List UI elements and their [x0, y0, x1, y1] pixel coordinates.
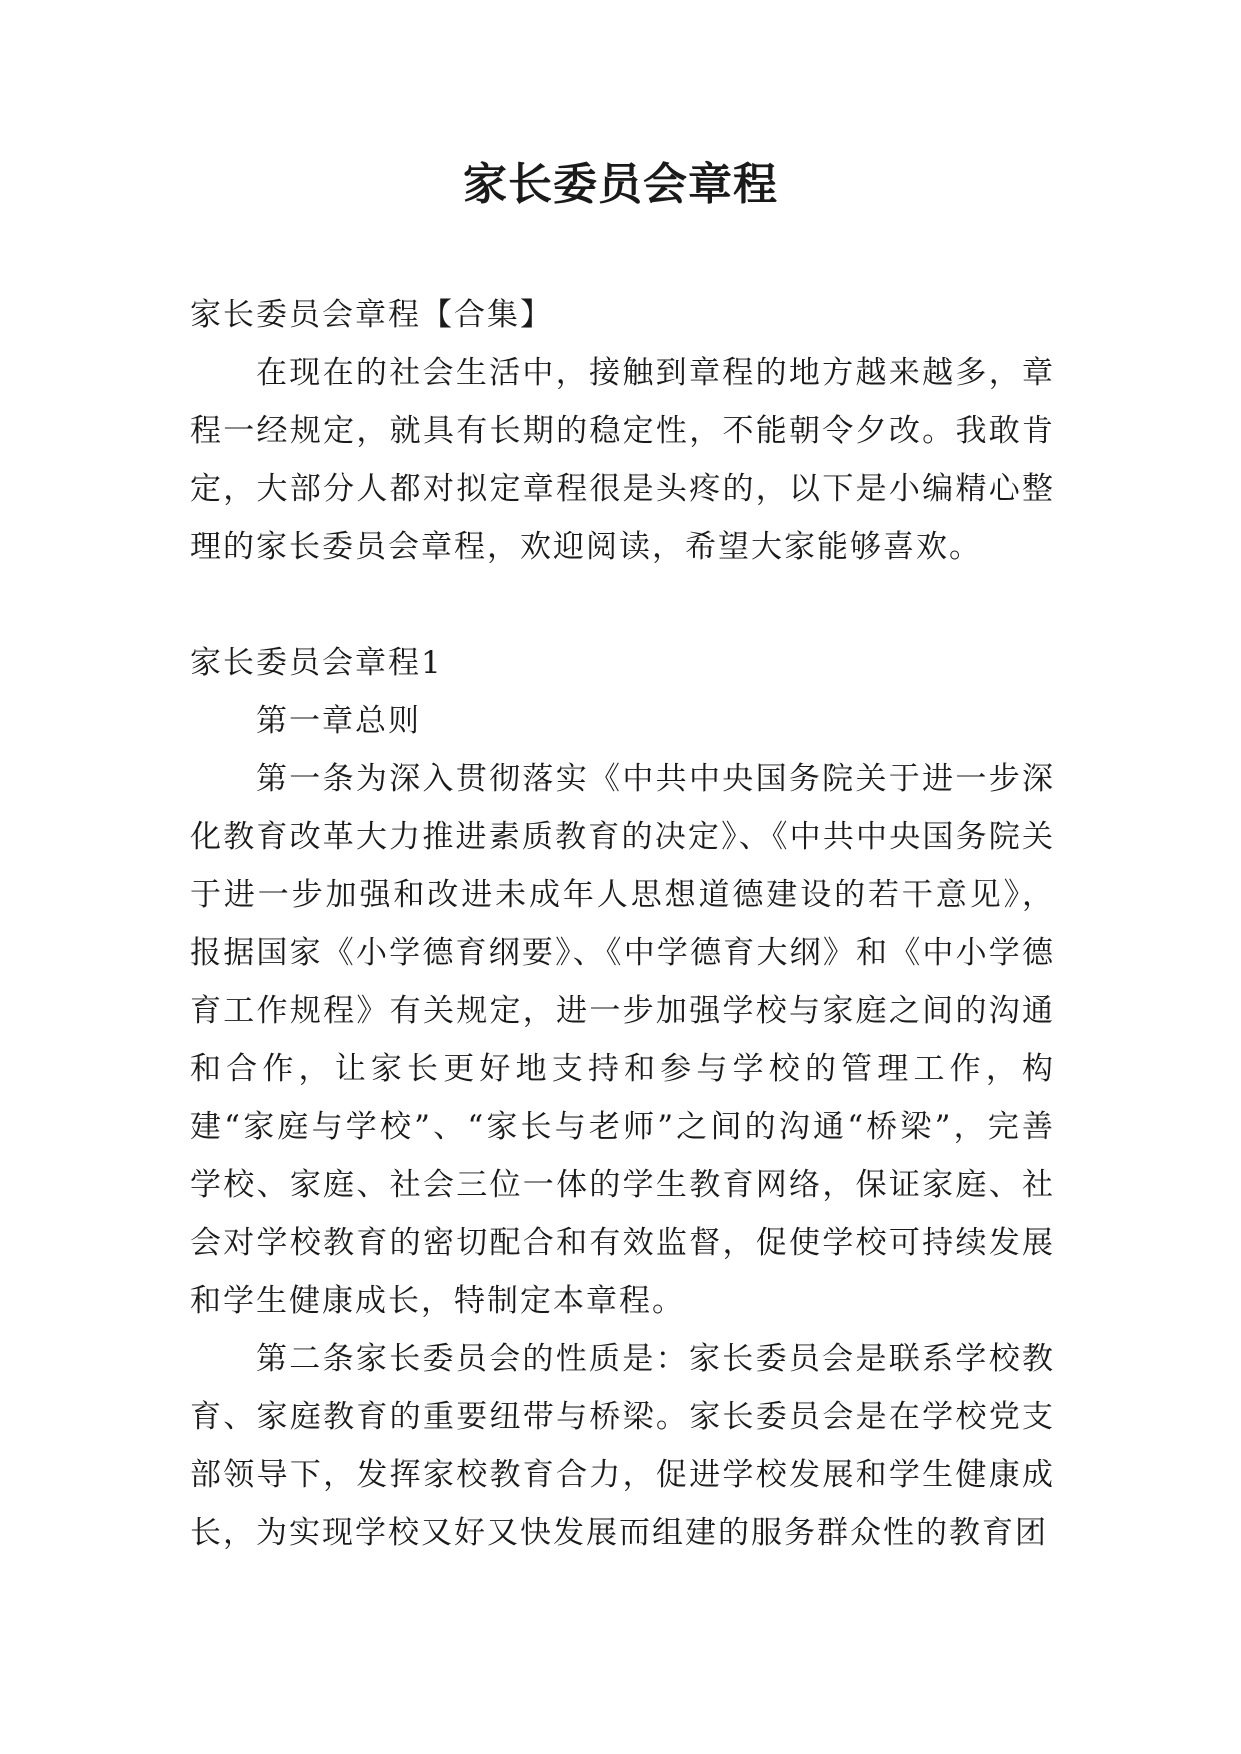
- section-heading: 家长委员会章程1: [190, 645, 443, 681]
- paragraph-spacer: [190, 576, 1055, 634]
- article-2-paragraph: 第二条家长委员会的性质是：家长委员会是联系学校教育、家庭教育的重要纽带与桥梁。家长委员会是在学校党支部领导下，发挥家校教育合力，促进学校发展和学生健康成长，为实现学校又好又快发展而组建的服务群众性的教育团: [190, 1341, 1055, 1551]
- document-subtitle: 家长委员会章程【合集】: [190, 297, 553, 333]
- chapter-heading: 第一章总则: [256, 703, 421, 739]
- article-1-paragraph: 第一条为深入贯彻落实《中共中央国务院关于进一步深化教育改革大力推进素质教育的决定》、《中共中央国务院关于进一步加强和改进未成年人思想道德建设的若干意见》，报据国家《小学德育纲要》、《中学德育大纲》和《中小学德育工作规程》有关规定，进一步加强学校与家庭之间的沟通和合作，让家长更好地支持和参与学校的管理工作，构建“家庭与学校”、“家长与老师”之间的沟通“桥梁”，完善学校、家庭、社会三位一体的学生教育网络，保证家庭、社会对学校教育的密切配合和有效监督，促使学校可持续发展和学生健康成长，特制定本章程。: [190, 761, 1055, 1319]
- intro-paragraph: 在现在的社会生活中，接触到章程的地方越来越多，章程一经规定，就具有长期的稳定性，不能朝令夕改。我敢肯定，大部分人都对拟定章程很是头疼的，以下是小编精心整理的家长委员会章程，欢迎阅读，希望大家能够喜欢。: [190, 355, 1055, 565]
- document-title: 家长委员会章程: [463, 159, 778, 210]
- document-body: [190, 286, 1055, 1562]
